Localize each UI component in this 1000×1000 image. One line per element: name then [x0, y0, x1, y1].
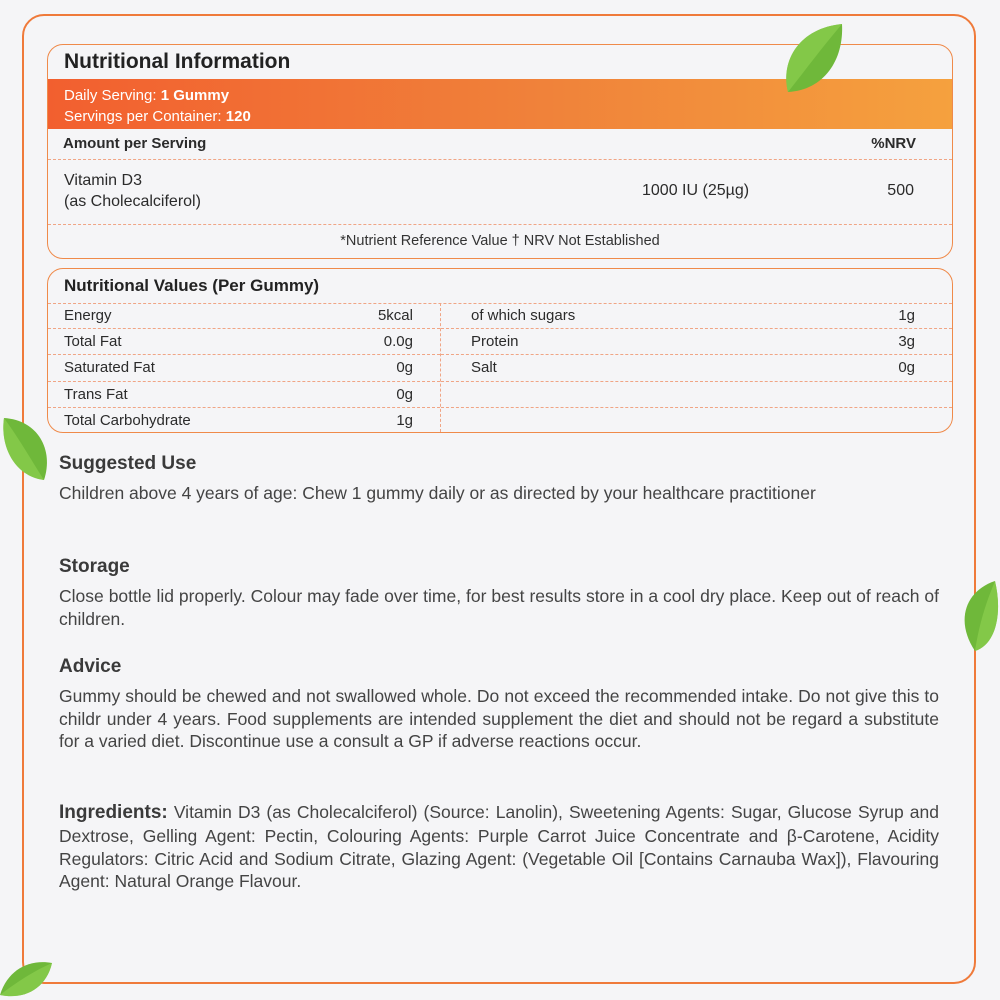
- daily-serving-value: 1 Gummy: [160, 87, 230, 104]
- servings-label: Servings per Container:: [64, 108, 222, 125]
- leaf-icon: [0, 955, 55, 1000]
- nutrient-value: 5kcal: [377, 307, 413, 324]
- nutrient-label: Total Fat: [64, 333, 122, 351]
- table-row: [441, 329, 952, 355]
- amount-header: Amount per Serving: [63, 135, 207, 152]
- advice-heading: Advice: [59, 656, 122, 677]
- storage-text: Close bottle lid properly. Colour may fade over time, for best results store in a cool dry place. Keep out of reach of children.: [59, 586, 939, 629]
- suggested-use-heading: Suggested Use: [59, 453, 197, 474]
- leaf-icon: [0, 410, 55, 485]
- table-row: [441, 408, 952, 433]
- vitamin-row: [48, 160, 952, 225]
- nrv-footnote: *Nutrient Reference Value † NRV Not Established: [340, 233, 660, 249]
- table-row: [48, 329, 440, 355]
- servings-value: 120: [225, 108, 251, 125]
- ingredients-text: Vitamin D3 (as Cholecalciferol) (Source: Lanolin), Sweetening Agents: Sugar, Glucose Syrup and Dextrose, Gelling Agent: Pectin, Colouring Agents: Purple Carrot Juice Concentrate and β-Carotene, Acidity Regulators: Citric Acid and Sodium Citrate, Glazing Agent: (Vegetable Oil [Contains Carnauba Wax]), Flavouring Agent: Natural Orange Flavour.: [59, 802, 939, 892]
- leaf-icon: [780, 20, 850, 100]
- amount-header-row: [48, 129, 952, 160]
- table-row: [48, 303, 440, 329]
- table-row: [48, 382, 440, 408]
- suggested-use-text: Children above 4 years of age: Chew 1 gummy daily or as directed by your healthcare practitioner: [59, 483, 816, 503]
- nutrient-value: 1g: [396, 411, 413, 429]
- nutrient-label: Total Carbohydrate: [64, 411, 191, 429]
- ingredients-label: Ingredients:: [59, 802, 168, 823]
- table-row: [48, 408, 440, 433]
- table-row: [48, 355, 440, 381]
- daily-serving-label: Daily Serving:: [64, 87, 157, 104]
- table-row: [441, 303, 952, 329]
- nutrient-label: Energy: [64, 307, 112, 324]
- advice-section: [59, 655, 939, 753]
- leaf-icon: [955, 575, 1000, 655]
- vitamin-source: (as Cholecalciferol): [64, 193, 201, 210]
- nutrient-label: of which sugars: [471, 307, 576, 324]
- values-right-column: [441, 303, 952, 432]
- nrv-header: %NRV: [871, 135, 916, 152]
- storage-section: [59, 555, 939, 630]
- nutrient-value: 3g: [898, 333, 915, 351]
- values-left-column: [48, 303, 441, 432]
- nutritional-values-panel: [47, 268, 953, 433]
- servings-line: [64, 106, 936, 127]
- suggested-use-section: [59, 452, 939, 505]
- nutrient-value: 0g: [396, 385, 413, 403]
- vitamin-nrv: 500: [887, 182, 914, 199]
- nutrient-value: 0g: [396, 359, 413, 377]
- nutrient-value: 0g: [898, 359, 915, 377]
- vitamin-name: Vitamin D3: [64, 172, 142, 189]
- nutritional-values-table: [48, 303, 952, 432]
- nutrient-label: Trans Fat: [64, 385, 128, 403]
- nutritional-information-title: Nutritional Information: [64, 50, 291, 73]
- vitamin-amount: 1000 IU (25µg): [642, 182, 750, 199]
- nutrient-label: Salt: [471, 359, 497, 377]
- nutrient-label: Protein: [471, 333, 519, 351]
- storage-heading: Storage: [59, 556, 130, 577]
- nutritional-values-title: Nutritional Values (Per Gummy): [48, 269, 952, 304]
- table-row: [441, 382, 952, 408]
- advice-text: Gummy should be chewed and not swallowed whole. Do not exceed the recommended intake. Do not give this to childr under 4 years. Food supplements are intended supplement the diet and should not be regard a substitute for a varied diet. Discontinue use a consult a GP if adverse reactions occur.: [59, 686, 939, 751]
- nutrient-label: Saturated Fat: [64, 359, 155, 377]
- table-row: [441, 355, 952, 381]
- nutrient-value: 1g: [898, 307, 915, 324]
- nutrient-value: 0.0g: [383, 333, 413, 351]
- vitamin-name-cell: [64, 170, 201, 212]
- ingredients-section: [59, 801, 939, 893]
